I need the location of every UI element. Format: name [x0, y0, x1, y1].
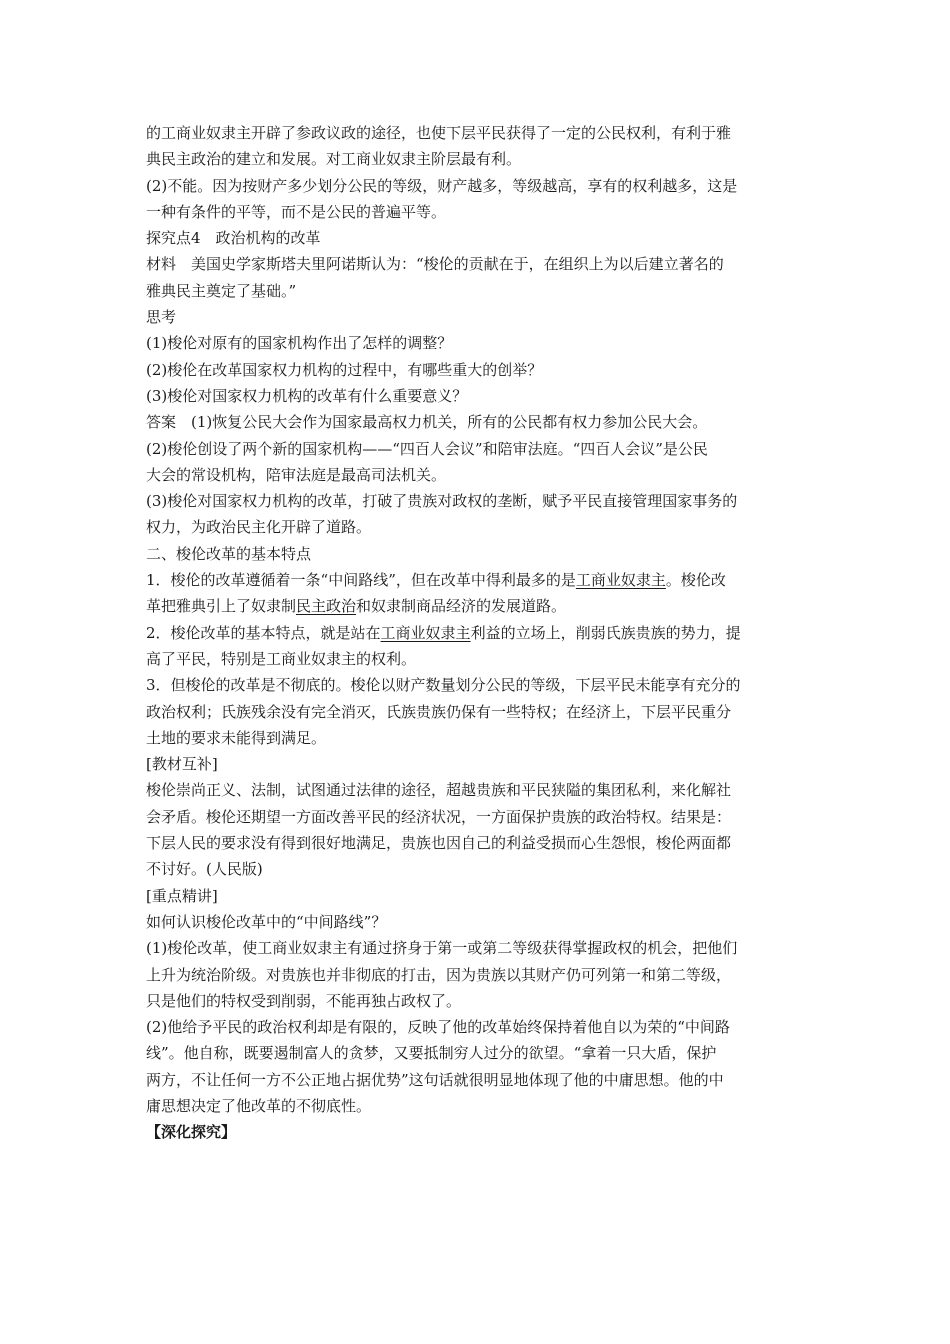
text-line: (3)梭伦对国家权力机构的改革，打破了贵族对政权的垄断，赋予平民直接管理国家事务的	[146, 492, 738, 511]
text-line: 会矛盾。梭伦还期望一方面改善平民的经济状况，一方面保护贵族的政治特权。结果是：	[146, 807, 732, 826]
text-line: 线”。他自称，既要遏制富人的贪梦，又要抵制穷人过分的欲望。“拿着一只大盾，保护	[146, 1044, 717, 1063]
text-segment: 1．梭伦的改革遵循着一条“中间路线”，但在改革中得利最多的是	[146, 571, 576, 590]
document-body	[146, 120, 810, 1146]
heading-text: 政治机构的改革	[215, 229, 321, 248]
text-segment: 革把雅典引上了奴隶制	[146, 597, 297, 616]
text-line: 的工商业奴隶主开辟了参政议政的途径，也使下层平民获得了一定的公民权利，有利于雅	[146, 124, 732, 142]
text-line: 典民主政治的建立和发展。对工商业奴隶主阶层最有利。	[146, 150, 522, 169]
text-line: 政治权利；氏族残余没有完全消灭，氏族贵族仍保有一些特权；在经济上，下层平民重分	[146, 702, 732, 721]
deep-explore-heading: 【深化探究】	[146, 1123, 237, 1142]
text-line: 上升为统治阶级。对贵族也并非彻底的打击，因为贵族以其财产仍可列第一和第二等级，	[146, 965, 732, 984]
material-text: 美国史学家斯塔夫里阿诺斯认为：“梭伦的贡献在于，在组织上为以后建立著名的	[191, 255, 724, 274]
underlined-term: 工商业奴隶主	[380, 623, 471, 642]
text-line: 权力，为政治民主化开辟了道路。	[146, 518, 372, 537]
question-item: (2)梭伦在改革国家权力机构的过程中，有哪些重大的创举？	[146, 360, 543, 379]
section-heading	[146, 225, 810, 251]
heading-label: 探究点4	[146, 229, 201, 248]
answer-label: 答案	[146, 413, 177, 432]
bracket-heading: [教材互补]	[146, 755, 218, 774]
material-label: 材料	[146, 255, 177, 274]
text-line: 土地的要求未能得到满足。	[146, 728, 327, 747]
text-segment: 和奴隶制商品经济的发展道路。	[356, 597, 567, 616]
text-line	[146, 567, 810, 593]
text-segment: 2．梭伦改革的基本特点，就是站在	[146, 623, 381, 642]
text-line: (2)他给予平民的政治权利却是有限的，反映了他的改革始终保持着他自以为荣的“中间路	[146, 1018, 730, 1037]
text-line: 下层人民的要求没有得到很好地满足，贵族也因自己的利益受损而心生怨恨，梭伦两面都	[146, 834, 732, 853]
text-segment: 。梭伦改	[665, 571, 726, 590]
answer-line	[146, 409, 810, 435]
underlined-term: 工商业奴隶主	[575, 571, 666, 590]
text-line: 只是他们的特权受到削弱，不能再独占政权了。	[146, 991, 462, 1010]
text-line: 不讨好。(人民版)	[146, 860, 263, 879]
answer-text: (1)恢复公民大会作为国家最高权力机关，所有的公民都有权力参加公民大会。	[191, 413, 708, 432]
underlined-term: 民主政治	[296, 597, 357, 616]
text-line: 一种有条件的平等，而不是公民的普遍平等。	[146, 202, 447, 221]
question-item: (3)梭伦对国家权力机构的改革有什么重要意义？	[146, 386, 468, 405]
text-line: 两方，不让任何一方不公正地占据优势”这句话就很明显地体现了他的中庸思想。他的中	[146, 1070, 724, 1089]
text-line: (2)不能。因为按财产多少划分公民的等级，财产越多，等级越高，享有的权利越多，这是	[146, 176, 738, 195]
text-line: 如何认识梭伦改革中的“中间路线”？	[146, 912, 387, 931]
text-line	[146, 620, 810, 646]
text-line: 庸思想决定了他改革的不彻底性。	[146, 1096, 372, 1115]
text-segment: 利益的立场上，削弱氏族贵族的势力，提	[470, 623, 741, 642]
bracket-heading: [重点精讲]	[146, 886, 218, 905]
text-line	[146, 593, 810, 619]
text-line: 高了平民，特别是工商业奴隶主的权利。	[146, 649, 417, 668]
text-line: 大会的常设机构，陪审法庭是最高司法机关。	[146, 465, 447, 484]
text-line: 3．但梭伦的改革是不彻底的。梭伦以财产数量划分公民的等级，下层平民未能享有充分的	[146, 676, 741, 695]
think-label: 思考	[146, 308, 177, 327]
question-item: (1)梭伦对原有的国家机构作出了怎样的调整？	[146, 334, 453, 353]
text-line: (2)梭伦创设了两个新的国家机构——“四百人会议”和陪审法庭。“四百人会议”是公民	[146, 439, 708, 458]
section-title: 二、梭伦改革的基本特点	[146, 544, 312, 563]
text-line: 雅典民主奠定了基础。”	[146, 281, 297, 300]
text-line: 梭伦崇尚正义、法制，试图通过法律的途径，超越贵族和平民狭隘的集团私利，来化解社	[146, 781, 732, 800]
text-line: (1)梭伦改革，使工商业奴隶主有通过挤身于第一或第二等级获得掌握政权的机会，把他们	[146, 939, 738, 958]
material-line	[146, 251, 810, 277]
